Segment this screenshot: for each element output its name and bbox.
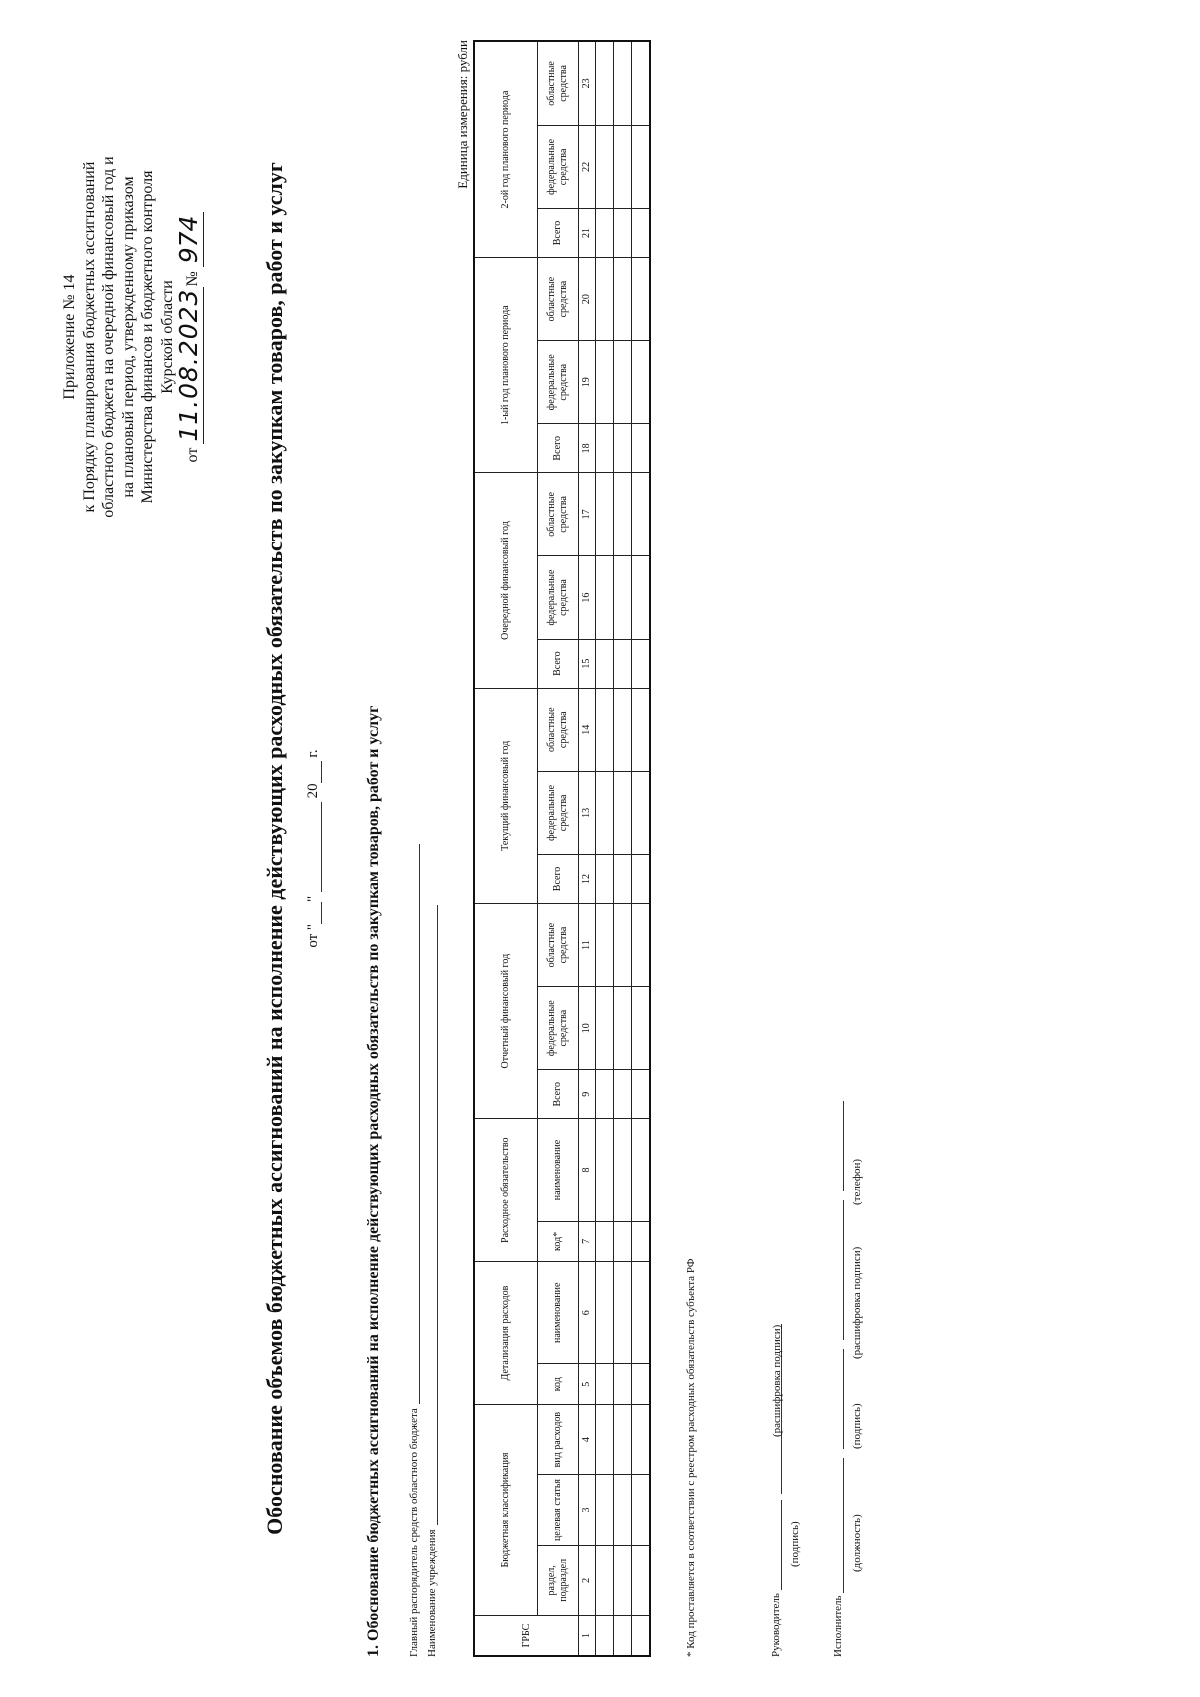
appendix-line: Приложение № 14 bbox=[61, 274, 78, 400]
appendix-line: Министерства финансов и бюджетного контроля bbox=[139, 170, 156, 504]
handwritten-date: 11.08.2023 bbox=[174, 288, 203, 442]
table-cell[interactable] bbox=[614, 688, 632, 771]
column-number: 6 bbox=[579, 1262, 596, 1364]
table-cell[interactable] bbox=[596, 424, 614, 473]
header-expense-detail: Детализация расходов bbox=[474, 1262, 538, 1405]
table-cell[interactable] bbox=[632, 854, 651, 903]
table-cell[interactable] bbox=[596, 1262, 614, 1364]
institution-field bbox=[426, 905, 438, 1657]
header-total: Всего bbox=[538, 1070, 579, 1119]
table-cell[interactable] bbox=[632, 424, 651, 473]
header-regional: областные средства bbox=[538, 41, 579, 125]
table-cell[interactable] bbox=[596, 258, 614, 341]
header-target: целевая статья bbox=[538, 1475, 579, 1545]
budget-table bbox=[473, 40, 651, 1657]
column-number: 23 bbox=[579, 41, 596, 125]
header-regional: областные средства bbox=[538, 688, 579, 771]
table-cell[interactable] bbox=[596, 1616, 614, 1657]
table-cell[interactable] bbox=[632, 41, 651, 125]
header-total: Всего bbox=[538, 208, 579, 257]
table-cell[interactable] bbox=[632, 341, 651, 424]
table-row bbox=[614, 41, 632, 1656]
table-cell[interactable] bbox=[596, 556, 614, 639]
column-number: 4 bbox=[579, 1404, 596, 1474]
table-cell[interactable] bbox=[614, 556, 632, 639]
table-cell[interactable] bbox=[614, 208, 632, 257]
footnote: * Код проставляется в соответствии с реестром расходных обязательств субъекта РФ bbox=[685, 1258, 697, 1657]
header-obligation: Расходное обязательство bbox=[474, 1119, 538, 1262]
table-cell[interactable] bbox=[614, 1262, 632, 1364]
table-cell[interactable] bbox=[596, 1119, 614, 1221]
appendix-line: на плановый период, утвержденному приказом bbox=[119, 176, 137, 498]
column-number: 14 bbox=[579, 688, 596, 771]
table-cell[interactable] bbox=[614, 341, 632, 424]
date-line bbox=[305, 0, 322, 1697]
column-number: 1 bbox=[579, 1616, 596, 1657]
column-number: 18 bbox=[579, 424, 596, 473]
date-quote: " bbox=[305, 895, 321, 902]
table-cell[interactable] bbox=[596, 987, 614, 1070]
executor-label: Исполнитель bbox=[832, 1595, 844, 1657]
table-cell[interactable] bbox=[614, 854, 632, 903]
column-number: 2 bbox=[579, 1545, 596, 1615]
table-cell[interactable] bbox=[614, 1545, 632, 1615]
table-cell[interactable] bbox=[614, 1119, 632, 1221]
table-row bbox=[632, 41, 651, 1656]
table-cell[interactable] bbox=[596, 854, 614, 903]
column-number: 20 bbox=[579, 258, 596, 341]
year-blank bbox=[321, 761, 322, 783]
table-cell[interactable] bbox=[596, 341, 614, 424]
header-federal: федеральные средства bbox=[538, 341, 579, 424]
table-cell[interactable] bbox=[632, 903, 651, 986]
column-number: 10 bbox=[579, 987, 596, 1070]
column-number: 8 bbox=[579, 1119, 596, 1221]
grbs-input-line[interactable] bbox=[409, 844, 420, 1404]
table-cell[interactable] bbox=[632, 1616, 651, 1657]
day-blank bbox=[321, 902, 322, 924]
table-cell[interactable] bbox=[632, 688, 651, 771]
appendix-date-row bbox=[174, 107, 203, 567]
appendix-header bbox=[60, 107, 203, 567]
handwritten-number: 974 bbox=[174, 212, 204, 268]
executor-phone-line[interactable] bbox=[843, 1101, 844, 1191]
header-federal: федеральные средства bbox=[538, 125, 579, 208]
table-cell[interactable] bbox=[632, 258, 651, 341]
header-detail-code: код bbox=[538, 1364, 579, 1405]
table-cell[interactable] bbox=[632, 639, 651, 688]
header-period-current: Текущий финансовый год bbox=[474, 688, 538, 903]
table-cell[interactable] bbox=[614, 1404, 632, 1474]
executor-position-caption: (должность) bbox=[851, 1514, 863, 1572]
month-blank bbox=[321, 802, 322, 892]
head-signature-line[interactable] bbox=[781, 1500, 782, 1590]
institution-label: Наименование учреждения bbox=[426, 1529, 438, 1657]
table-cell[interactable] bbox=[632, 473, 651, 556]
table-cell[interactable] bbox=[632, 1119, 651, 1221]
executor-phone-caption: (телефон) bbox=[851, 1158, 863, 1205]
table-row bbox=[596, 41, 614, 1656]
year-prefix: 20 bbox=[305, 783, 321, 799]
table-cell[interactable] bbox=[632, 208, 651, 257]
executor-position-line[interactable] bbox=[843, 1458, 844, 1593]
column-number: 5 bbox=[579, 1364, 596, 1405]
year-suffix: г. bbox=[305, 749, 321, 758]
header-obligation-name: наименование bbox=[538, 1119, 579, 1221]
executor-signature-block bbox=[832, 1101, 844, 1657]
header-federal: федеральные средства bbox=[538, 771, 579, 854]
header-obligation-code: код* bbox=[538, 1221, 579, 1262]
table-cell[interactable] bbox=[596, 1545, 614, 1615]
table-cell[interactable] bbox=[632, 987, 651, 1070]
table-cell[interactable] bbox=[596, 903, 614, 986]
table-cell[interactable] bbox=[632, 771, 651, 854]
number-prefix: № bbox=[184, 271, 201, 287]
column-number: 15 bbox=[579, 639, 596, 688]
table-cell[interactable] bbox=[614, 258, 632, 341]
column-number: 11 bbox=[579, 903, 596, 986]
table-cell[interactable] bbox=[632, 1404, 651, 1474]
column-number: 12 bbox=[579, 854, 596, 903]
table-cell[interactable] bbox=[614, 987, 632, 1070]
table-cell[interactable] bbox=[632, 1545, 651, 1615]
table-cell[interactable] bbox=[632, 125, 651, 208]
table-cell[interactable] bbox=[614, 1070, 632, 1119]
grbs-label: Главный распорядитель средств областного бюджета bbox=[408, 1408, 420, 1657]
header-section: раздел, подраздел bbox=[538, 1545, 579, 1615]
header-total: Всего bbox=[538, 639, 579, 688]
table-cell[interactable] bbox=[614, 1475, 632, 1545]
table-cell[interactable] bbox=[596, 1070, 614, 1119]
header-total: Всего bbox=[538, 854, 579, 903]
executor-signature-caption: (подпись) bbox=[851, 1403, 863, 1449]
column-number: 13 bbox=[579, 771, 596, 854]
table-cell[interactable] bbox=[614, 473, 632, 556]
table-cell[interactable] bbox=[596, 208, 614, 257]
grbs-field bbox=[408, 844, 420, 1657]
table-cell[interactable] bbox=[596, 1364, 614, 1405]
header-regional: областные средства bbox=[538, 473, 579, 556]
header-grbs: ГРБС bbox=[474, 1616, 579, 1657]
document-title: Обоснование объемов бюджетных ассигнований на исполнение действующих расходных обязательств по закупкам товаров, работ и услуг bbox=[262, 162, 287, 1535]
table-cell[interactable] bbox=[632, 1221, 651, 1262]
table-cell[interactable] bbox=[614, 1616, 632, 1657]
header-regional: областные средства bbox=[538, 903, 579, 986]
table-cell[interactable] bbox=[614, 424, 632, 473]
table-cell[interactable] bbox=[614, 125, 632, 208]
unit-label: Единица измерения: рубли bbox=[455, 40, 470, 189]
table-cell[interactable] bbox=[596, 771, 614, 854]
executor-signature-line[interactable] bbox=[843, 1349, 844, 1449]
head-signature-caption: (подпись) bbox=[789, 1521, 801, 1567]
date-ot: от " bbox=[305, 923, 321, 948]
header-period-next: Очередной финансовый год bbox=[474, 473, 538, 688]
table-cell[interactable] bbox=[614, 41, 632, 125]
header-period-reporting: Отчетный финансовый год bbox=[474, 903, 538, 1118]
head-label: Руководитель bbox=[770, 1593, 782, 1657]
column-number: 17 bbox=[579, 473, 596, 556]
table-cell[interactable] bbox=[632, 1070, 651, 1119]
header-regional: областные средства bbox=[538, 258, 579, 341]
table-cell[interactable] bbox=[596, 473, 614, 556]
table-cell[interactable] bbox=[632, 1262, 651, 1364]
header-expense-type: вид расходов bbox=[538, 1404, 579, 1474]
column-number: 7 bbox=[579, 1221, 596, 1262]
header-period-plan-2: 2-ой год планового периода bbox=[474, 41, 538, 258]
head-decoding-caption: (расшифровка подписи) bbox=[771, 1324, 783, 1437]
table-cell[interactable] bbox=[596, 639, 614, 688]
table-cell[interactable] bbox=[614, 771, 632, 854]
header-federal: федеральные средства bbox=[538, 987, 579, 1070]
table-cell[interactable] bbox=[614, 903, 632, 986]
table-cell[interactable] bbox=[614, 1221, 632, 1262]
appendix-line: к Порядку планирования бюджетных ассигнований bbox=[80, 161, 98, 513]
institution-input-line[interactable] bbox=[427, 905, 438, 1525]
executor-decoding-caption: (расшифровка подписи) bbox=[851, 1246, 863, 1359]
table-cell[interactable] bbox=[632, 556, 651, 639]
header-period-plan-1: 1-ый год планового периода bbox=[474, 258, 538, 473]
column-number: 22 bbox=[579, 125, 596, 208]
header-budget-classification: Бюджетная классификация bbox=[474, 1404, 538, 1615]
column-number: 19 bbox=[579, 341, 596, 424]
column-number: 3 bbox=[579, 1475, 596, 1545]
column-number: 9 bbox=[579, 1070, 596, 1119]
table-cell[interactable] bbox=[632, 1364, 651, 1405]
table-cell[interactable] bbox=[596, 41, 614, 125]
header-federal: федеральные средства bbox=[538, 556, 579, 639]
column-number-row bbox=[579, 41, 596, 1656]
table-cell[interactable] bbox=[632, 1475, 651, 1545]
column-number: 16 bbox=[579, 556, 596, 639]
date-prefix: от bbox=[184, 447, 201, 463]
table-cell[interactable] bbox=[596, 688, 614, 771]
table-cell[interactable] bbox=[614, 639, 632, 688]
header-detail-name: наименование bbox=[538, 1262, 579, 1364]
table-cell[interactable] bbox=[614, 1364, 632, 1405]
table-cell[interactable] bbox=[596, 1404, 614, 1474]
table-cell[interactable] bbox=[596, 1475, 614, 1545]
table-cell[interactable] bbox=[596, 1221, 614, 1262]
appendix-line: Курской области bbox=[158, 280, 176, 394]
table-cell[interactable] bbox=[596, 125, 614, 208]
section-1-title: 1. Обоснование бюджетных ассигнований на исполнение действующих расходных обязательств по закупкам товаров, работ и услуг bbox=[365, 705, 382, 1657]
executor-decoding-line[interactable] bbox=[843, 1200, 844, 1340]
appendix-line: областного бюджета на очередной финансовый год и bbox=[100, 156, 117, 518]
header-total: Всего bbox=[538, 424, 579, 473]
column-number: 21 bbox=[579, 208, 596, 257]
